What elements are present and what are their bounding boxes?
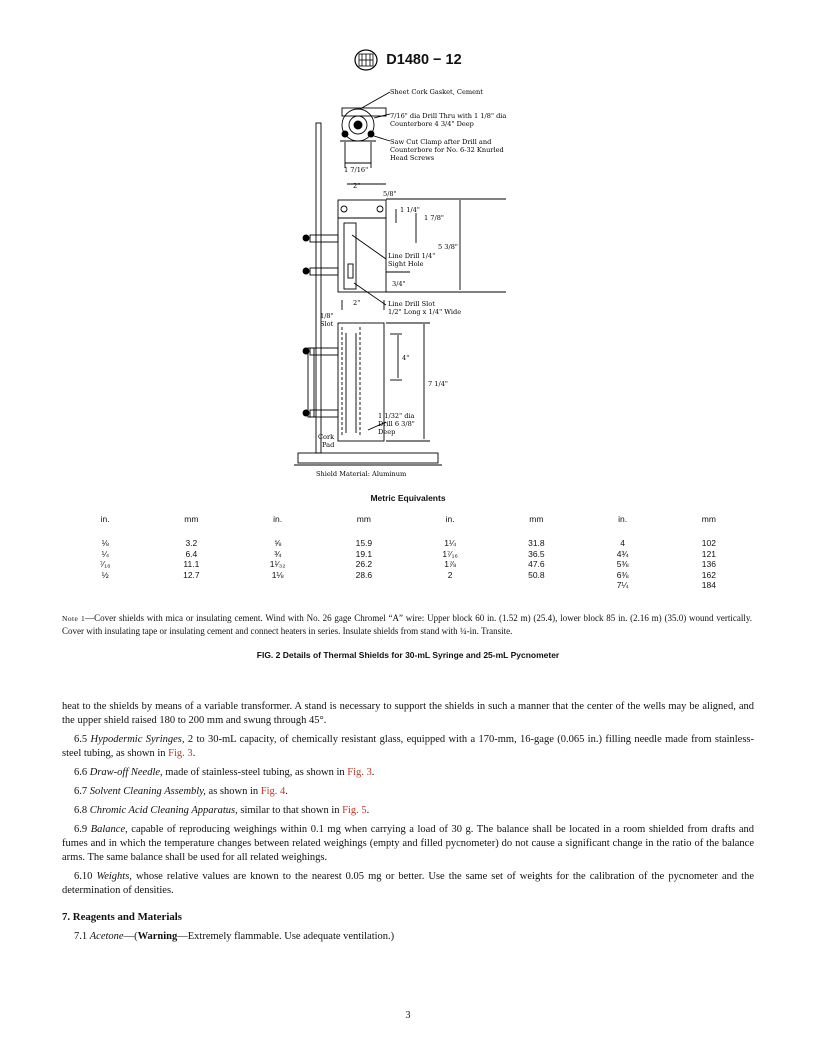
figure-caption: FIG. 2 Details of Thermal Shields for 30-mL Syringe and 25-mL Pycnometer xyxy=(256,650,560,660)
table-cell: 11.1 xyxy=(183,559,200,569)
header-cell: in. xyxy=(273,514,283,524)
table-cell: ⅛ xyxy=(101,538,109,548)
label-pad: Pad xyxy=(322,441,335,449)
label-slot-line1: Line Drill Slot xyxy=(388,300,435,308)
body-text xyxy=(62,700,754,949)
page-number: 3 xyxy=(405,1010,411,1021)
label-dim-3-4: 3/4" xyxy=(392,280,406,288)
label-dim-2-lower: 2" xyxy=(353,299,361,307)
table-cell: 1⅞ xyxy=(444,559,457,569)
table-cell: 162 xyxy=(701,569,716,580)
table-cell xyxy=(407,580,493,591)
table-cell: 26.2 xyxy=(355,559,373,569)
label-drill-dia-line1: 1 1/32" dia xyxy=(378,412,415,420)
label-dim-4: 4" xyxy=(402,354,410,362)
section-text: 2 to 30-mL capacity, of chemically resistant glass, equipped with a 170-mm, 16-gage (0.065 in.) filling needle made from stainless-steel tubing, as shown in xyxy=(62,734,755,759)
table-row xyxy=(62,559,752,570)
label-dim-1-1-4: 1 1/4" xyxy=(400,206,420,214)
fig-3-link[interactable]: Fig. 3 xyxy=(347,767,372,778)
label-dim-5-3-8: 5 3/8" xyxy=(438,243,458,251)
table-cell: 2 xyxy=(447,569,453,580)
table-cell: 50.8 xyxy=(528,569,545,580)
table-cell xyxy=(493,580,579,591)
section-title: Hypodermic Syringes, xyxy=(90,734,185,745)
label-sight-line2: Sight Hole xyxy=(388,260,424,268)
section-text: whose relative values are known to the nearest 0.05 mg or better. Use the same set of weights for the calibration of the pycnometer and the determination of densities. xyxy=(62,871,754,896)
page-header xyxy=(0,49,816,71)
table-cell: 19.1 xyxy=(355,548,373,559)
table-cell: 1⅛ xyxy=(271,569,284,580)
table-row xyxy=(62,570,752,581)
header-cell: in. xyxy=(100,514,110,524)
section-text: —Extremely flammable. Use adequate ventilation.) xyxy=(177,931,395,942)
table-cell: 102 xyxy=(701,538,716,548)
header-cell: in. xyxy=(618,514,628,524)
section-text: made of stainless-steel tubing, as shown in xyxy=(162,767,348,778)
section-6-9 xyxy=(62,823,754,865)
warning-label: Warning xyxy=(137,931,178,942)
table-row xyxy=(62,580,752,591)
section-title: Draw-off Needle, xyxy=(89,767,163,778)
header-cell: mm xyxy=(184,514,199,524)
label-dim-1-7-16: 1 7/16" xyxy=(344,166,369,174)
table-cell: 1¼ xyxy=(444,538,457,548)
section-6-6: 6.6 Draw-off Needle, made of stainless-steel tubing, as shown in Fig. 3. xyxy=(74,767,375,778)
table-cell: ½ xyxy=(101,569,109,580)
table-cell: 5⅜ xyxy=(616,559,629,569)
section-title: Weights, xyxy=(96,871,132,882)
table-cell: 121 xyxy=(701,548,716,559)
section-title: Acetone xyxy=(89,931,124,942)
section-text: capable of reproducing weighings within 0.1 mg when carrying a load of 30 g. The balance shall be located in a room shielded from drafts and fumes and in which the temperature changes between related weighings (empty and filled pycnometer) do not cause a significant change in the ratio of the balance arms. The same balance shall be used for all related weighings. xyxy=(62,824,755,863)
paragraph-continued: heat to the shields by means of a variable transformer. A stand is necessary to support the shields in such a manner that the center of the wells may be aligned, and the upper shield raised 180 to 200 mm and swung through 45°. xyxy=(62,701,754,726)
label-sight-line1: Line Drill 1/4" xyxy=(388,252,436,260)
label-clamp-line1: Saw Cut Clamp after Drill and xyxy=(390,138,492,146)
header-cell: mm xyxy=(701,514,716,524)
table-cell: 36.5 xyxy=(528,548,545,559)
table-cell xyxy=(321,580,407,591)
section-text: as shown in xyxy=(205,786,261,797)
table-cell: 4 xyxy=(620,538,625,548)
label-dim-2-upper: 2" xyxy=(353,182,361,190)
table-cell: 136 xyxy=(701,559,716,569)
section-dash: —( xyxy=(123,931,138,942)
table-cell: 1¹⁄₃₂ xyxy=(269,559,286,569)
section-number: 6.8 xyxy=(74,805,88,816)
label-cork: Cork xyxy=(318,433,335,441)
section-title: Chromic Acid Cleaning Apparatus, xyxy=(89,805,238,816)
header-cell: mm xyxy=(529,514,544,524)
table-cell: 3.2 xyxy=(185,538,198,548)
table-cell xyxy=(235,580,321,591)
section-title: Solvent Cleaning Assembly, xyxy=(89,786,206,797)
label-drill-line1: 7/16" dia Drill Thru with 1 1/8" dia xyxy=(390,112,507,120)
table-cell: 28.6 xyxy=(355,569,373,580)
header-cell: in. xyxy=(445,514,455,524)
table-cell: ¾ xyxy=(274,548,282,559)
table-cell: 31.8 xyxy=(528,538,545,548)
table-cell xyxy=(148,580,234,591)
section-number: 7.1 xyxy=(74,931,88,942)
table-cell: 184 xyxy=(701,580,716,590)
fig-4-link[interactable]: Fig. 4 xyxy=(260,786,286,797)
header-cell: mm xyxy=(356,514,371,524)
section-6-10 xyxy=(62,870,754,898)
fig-5-link[interactable]: Fig. 5 xyxy=(342,805,367,816)
label-slot: Slot xyxy=(320,320,334,328)
table-cell: 15.9 xyxy=(355,538,373,548)
section-number: 6.9 xyxy=(74,824,88,835)
section-text: similar to that shown in xyxy=(237,805,343,816)
section-number: 6.5 xyxy=(74,734,88,745)
table-cell: 7¼ xyxy=(616,580,629,590)
table-row xyxy=(62,538,752,549)
table-cell: ¼ xyxy=(101,548,109,559)
table-cell: 4¾ xyxy=(616,548,629,559)
table-cell: 47.6 xyxy=(528,559,545,569)
label-drill-line2: Counterbore 4 3/4" Deep xyxy=(390,120,474,128)
label-gasket: Sheet Cork Gasket, Cement xyxy=(390,88,483,96)
label-dim-5-8: 5/8" xyxy=(383,190,397,198)
section-number: 6.6 xyxy=(74,767,88,778)
table-cell: 1⁷⁄₁₆ xyxy=(442,548,458,559)
fig-3-link[interactable]: Fig. 3 xyxy=(168,748,193,759)
label-dim-7-1-4: 7 1/4" xyxy=(428,380,448,388)
document-number: D1480 − 12 xyxy=(386,52,462,68)
table-header-row xyxy=(62,514,752,538)
section-7-heading: 7. Reagents and Materials xyxy=(62,911,182,923)
table-row xyxy=(62,549,752,560)
table-cell: 12.7 xyxy=(183,569,200,580)
section-7-1 xyxy=(62,930,754,944)
astm-logo-icon xyxy=(354,49,378,71)
label-dim-1-7-8: 1 7/8" xyxy=(424,214,444,222)
note-label: Note 1 xyxy=(62,614,86,623)
note-text: —Cover shields with mica or insulating cement. Wind with No. 26 gage Chromel “A” wire: Upper block 60 in. (1.52 m) (25.4), lower block 85 in. (2.16 m) (35.0) wound vertically. Cover with insulating tape or insulating cement and connect heaters in series. Insulate shields from stand with ¼-in. Transite. xyxy=(62,613,752,636)
section-6-8: 6.8 Chromic Acid Cleaning Apparatus, similar to that shown in Fig. 5. xyxy=(74,805,370,816)
section-number: 6.7 xyxy=(74,786,88,797)
figure-note xyxy=(62,612,752,637)
label-clamp-line3: Head Screws xyxy=(390,154,435,162)
label-clamp-line2: Counterbore for No. 6-32 Knurled xyxy=(390,146,504,154)
table-cell: ⅝ xyxy=(274,538,282,548)
section-6-5: 6.5 Hypodermic Syringes, 2 to 30-mL capacity, of chemically resistant glass, equipped with a 170-mm, 16-gage (0.065 in.) filling needle made from stainless-steel tubing, as shown in Fig. 3. xyxy=(62,734,755,759)
table-cell: 6.4 xyxy=(185,548,198,559)
label-dim-1-8: 1/8" xyxy=(320,312,334,320)
label-drill-dia-line2: Drill 6 3/8" xyxy=(378,420,415,428)
label-material: Shield Material: Aluminum xyxy=(316,470,407,478)
section-number: 6.10 xyxy=(74,871,93,882)
table-cell xyxy=(62,580,148,591)
table-cell: 6⅜ xyxy=(616,569,629,580)
section-title: Balance, xyxy=(90,824,128,835)
table-cell: ⁷⁄₁₆ xyxy=(99,559,111,569)
metric-equivalents-title: Metric Equivalents xyxy=(370,493,446,503)
thermal-shield-figure xyxy=(290,78,550,490)
label-drill-dia-line3: Deep xyxy=(378,428,396,436)
label-slot-line2: 1/2" Long x 1/4" Wide xyxy=(388,308,462,316)
metric-equivalents-table xyxy=(62,514,752,591)
section-6-7: 6.7 Solvent Cleaning Assembly, as shown in Fig. 4. xyxy=(74,786,288,797)
